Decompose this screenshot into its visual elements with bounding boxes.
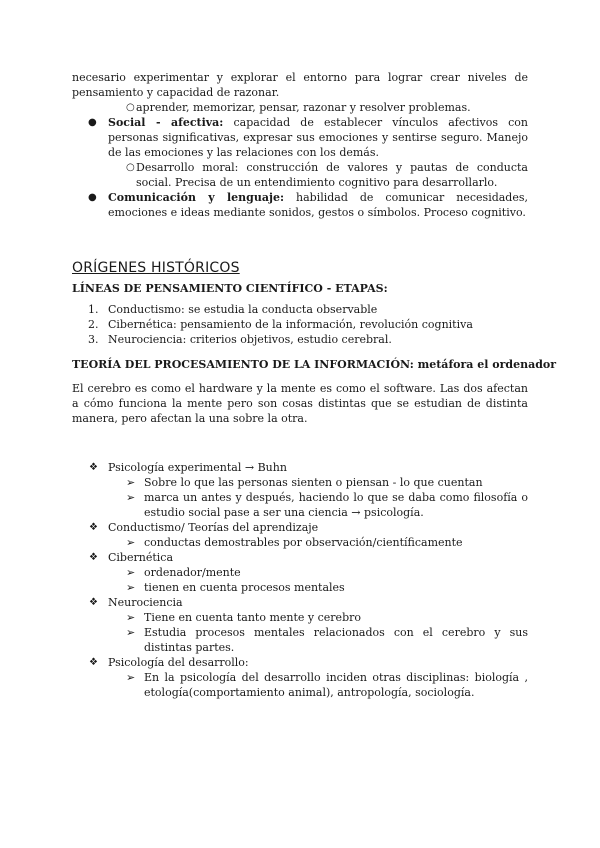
sub-item	[72, 100, 528, 115]
arrow-item	[72, 610, 528, 625]
arrow-item	[72, 565, 528, 580]
arrow-bullet-icon: ➢	[126, 476, 136, 489]
heading-lineas: LÍNEAS DE PENSAMIENTO CIENTÍFICO - ETAPAS:	[72, 282, 388, 295]
diamond-item	[72, 655, 528, 670]
paragraph: El cerebro es como el hardware y la mente es como el software. Las dos afectan a cómo funciona la mente pero son cosas distintas que se estudian de distinta manera, pero afectan la una sobre la otra.	[72, 382, 528, 425]
diamond-item	[72, 595, 528, 610]
list-item	[72, 317, 528, 332]
arrow-item-text: Tiene en cuenta tanto mente y cerebro	[144, 611, 361, 624]
arrow-item-text: conductas demostrables por observación/científicamente	[144, 536, 463, 549]
arrow-item-text: Estudia procesos mentales relacionados con el cerebro y sus distintas partes.	[144, 626, 528, 654]
sub-item-text: aprender, memorizar, pensar, razonar y resolver problemas.	[136, 101, 471, 114]
section-title: ORÍGENES HISTÓRICOS	[72, 260, 240, 276]
bullet-text: capacidad de establecer vínculos afectivos con personas significativas, expresar sus emociones y sentirse seguro. Manejo de las emociones y las relaciones con los demás.	[108, 116, 528, 159]
list-item	[72, 332, 528, 347]
bullet-icon: ●	[88, 192, 97, 203]
diamond-item-text: Psicología experimental → Buhn	[108, 461, 287, 474]
arrow-item-text: Sobre lo que las personas sienten o piensan - lo que cuentan	[144, 476, 483, 489]
diamond-bullet-icon: ❖	[89, 462, 98, 473]
bullet-icon: ●	[88, 117, 97, 128]
arrow-item	[72, 580, 528, 595]
diamond-item	[72, 460, 528, 475]
diamond-item-text: Psicología del desarrollo:	[108, 656, 249, 669]
list-item-text: Conductismo: se estudia la conducta observable	[108, 303, 378, 316]
bullet-item-social	[72, 115, 528, 160]
arrow-item-text: En la psicología del desarrollo inciden otras disciplinas: biología , etología(comportamiento animal), antropología, sociología.	[144, 671, 528, 699]
diamond-bullet-icon: ❖	[89, 522, 98, 533]
bullet-text: habilidad de comunicar necesidades, emociones e ideas mediante sonidos, gestos o símbolos. Proceso cognitivo.	[108, 191, 528, 219]
continued-text: necesario experimentar y explorar el entorno para lograr crear niveles de pensamiento y capacidad de razonar.	[72, 71, 528, 99]
arrow-item-text: ordenador/mente	[144, 566, 241, 579]
arrow-item-text: tienen en cuenta procesos mentales	[144, 581, 345, 594]
diamond-bullet-icon: ❖	[89, 657, 98, 668]
diamond-list	[72, 460, 528, 700]
arrow-item	[72, 625, 528, 655]
arrow-bullet-icon: ➢	[126, 581, 136, 594]
list-number: 1.	[88, 303, 99, 316]
arrow-bullet-icon: ➢	[126, 566, 136, 579]
ordered-list	[72, 302, 528, 347]
diamond-item	[72, 520, 528, 535]
arrow-item	[72, 670, 528, 700]
arrow-item	[72, 475, 528, 490]
sub-item	[72, 160, 528, 190]
list-item-text: Neurociencia: criterios objetivos, estudio cerebral.	[108, 333, 392, 346]
circle-bullet-icon: ○	[126, 102, 135, 113]
list-number: 3.	[88, 333, 99, 346]
heading-teoria: TEORÍA DEL PROCESAMIENTO DE LA INFORMACIÓN: metáfora el ordenador	[72, 358, 557, 371]
arrow-item	[72, 490, 528, 520]
list-item-text: Cibernética: pensamiento de la información, revolución cognitiva	[108, 318, 473, 331]
bullet-label: Social - afectiva:	[108, 116, 224, 129]
list-item	[72, 302, 528, 317]
arrow-bullet-icon: ➢	[126, 536, 136, 549]
arrow-bullet-icon: ➢	[126, 611, 136, 624]
list-number: 2.	[88, 318, 99, 331]
arrow-item	[72, 535, 528, 550]
diamond-item-text: Neurociencia	[108, 596, 183, 609]
arrow-bullet-icon: ➢	[126, 626, 136, 639]
bullet-item-comunicacion	[72, 190, 528, 220]
arrow-bullet-icon: ➢	[126, 491, 136, 504]
sub-item-text: Desarrollo moral: construcción de valores y pautas de conducta social. Precisa de un entendimiento cognitivo para desarrollarlo.	[136, 161, 528, 189]
circle-bullet-icon: ○	[126, 162, 135, 173]
diamond-bullet-icon: ❖	[89, 597, 98, 608]
diamond-item	[72, 550, 528, 565]
diamond-item-text: Conductismo/ Teorías del aprendizaje	[108, 521, 319, 534]
top-list-section	[72, 70, 528, 220]
diamond-bullet-icon: ❖	[89, 552, 98, 563]
diamond-item-text: Cibernética	[108, 551, 173, 564]
arrow-item-text: marca un antes y después, haciendo lo que se daba como filosofía o estudio social pase a ser una ciencia → psicología.	[144, 491, 528, 519]
arrow-bullet-icon: ➢	[126, 671, 136, 684]
bullet-label: Comunicación y lenguaje:	[108, 191, 285, 204]
